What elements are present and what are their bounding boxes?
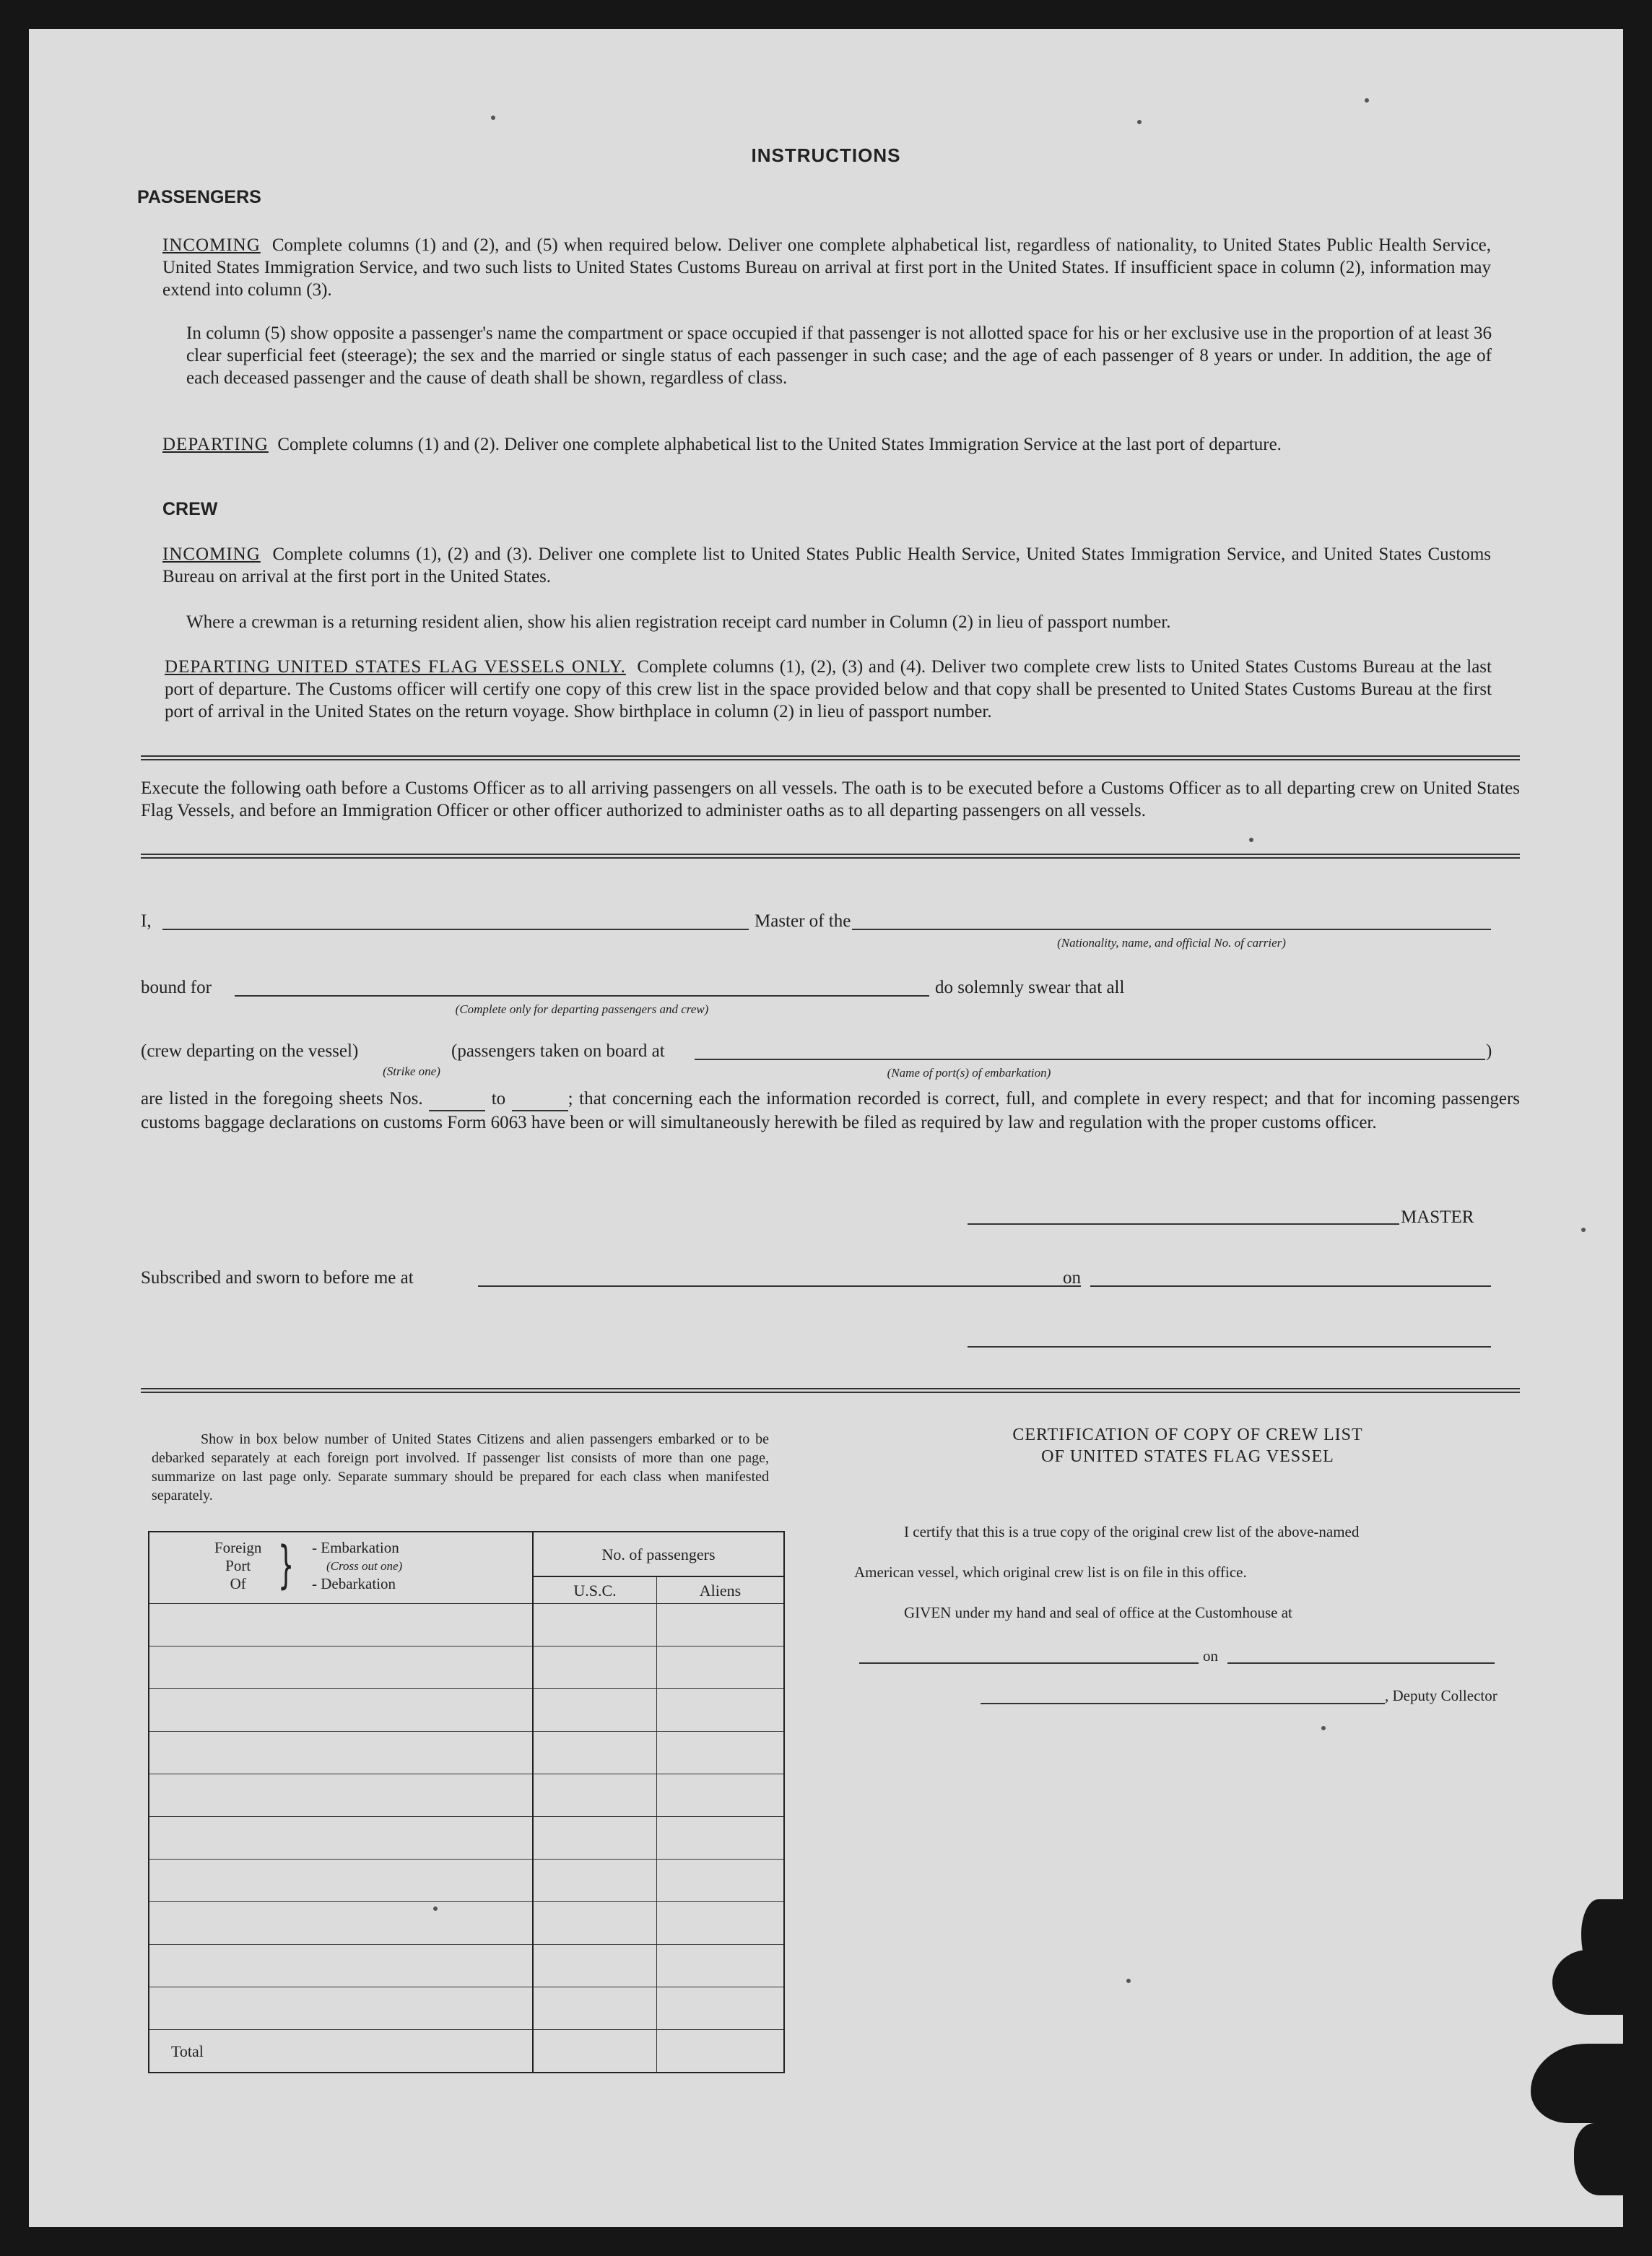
crew-incoming-lead: INCOMING	[162, 545, 261, 564]
oath-i-label: I,	[141, 911, 152, 931]
subscribed-label: Subscribed and sworn to before me at	[141, 1268, 414, 1288]
foreign-port-label	[214, 1539, 261, 1593]
given-text: GIVEN under my hand and seal of office at the Customhouse at	[904, 1604, 1292, 1621]
certification-heading	[874, 1424, 1502, 1467]
usc-cell[interactable]	[533, 1774, 657, 1817]
departing-lead: DEPARTING	[162, 435, 269, 454]
sheet-to-field[interactable]	[512, 1088, 568, 1111]
speck	[433, 1906, 438, 1911]
cert-on-label: on	[1203, 1647, 1218, 1665]
usc-cell[interactable]	[533, 1987, 657, 2030]
sworn-date-field[interactable]	[1090, 1285, 1491, 1287]
aliens-header: Aliens	[657, 1576, 785, 1604]
incoming-text: Complete columns (1) and (2), and (5) when required below. Deliver one complete alphabetical list, regardless of nationality, to United States Public Health Service, United States Immigration Service, and two such lists to United States Customs Bureau on arrival at first port in the United States. If insufficient space in column (2), information may extend into column (3).	[162, 235, 1492, 300]
section-divider	[141, 1388, 1520, 1393]
carrier-note: (Nationality, name, and official No. of carrier)	[1057, 936, 1286, 950]
total-usc-cell[interactable]	[533, 2030, 657, 2073]
port-header-cell	[149, 1532, 533, 1604]
speck	[1249, 838, 1253, 842]
swear-label: do solemnly swear that all	[935, 978, 1125, 997]
of-word: Of	[230, 1575, 246, 1592]
oath-statement	[141, 1088, 1520, 1134]
cross-out-note: (Cross out one)	[326, 1559, 403, 1573]
crew-departing-lead: DEPARTING UNITED STATES FLAG VESSELS ONLY.	[165, 657, 626, 677]
aliens-cell[interactable]	[657, 1647, 785, 1689]
to-label: to	[491, 1089, 506, 1109]
deputy-label: , Deputy Collector	[1385, 1687, 1497, 1704]
debarkation-option: - Debarkation	[312, 1575, 396, 1592]
table-row	[149, 1817, 784, 1860]
embark-options	[312, 1539, 402, 1593]
passengers-incoming-instructions	[162, 234, 1491, 301]
aliens-cell[interactable]	[657, 1902, 785, 1945]
usc-cell[interactable]	[533, 1604, 657, 1647]
usc-header: U.S.C.	[533, 1576, 657, 1604]
certification-heading-line2: OF UNITED STATES FLAG VESSEL	[1041, 1447, 1334, 1466]
american-text: American vessel, which original crew list is on file in this office.	[854, 1563, 1247, 1581]
aliens-cell[interactable]	[657, 1774, 785, 1817]
embarkation-option: - Embarkation	[312, 1539, 399, 1556]
speck	[1581, 1228, 1586, 1232]
brace-icon: }	[278, 1535, 295, 1595]
total-row	[149, 2030, 784, 2073]
oath-intro: Execute the following oath before a Customs Officer as to all arriving passengers on all vessels. The oath is to be executed before a Customs Officer as to all departing crew on United States Flag Vessels, and before an Immigration Officer or other officer authorized to administer oaths as to all departing passengers on all vessels.	[141, 778, 1520, 820]
port-cell[interactable]	[149, 1647, 533, 1689]
departing-text: Complete columns (1) and (2). Deliver one complete alphabetical list to the United States Immigration Service at the last port of departure.	[277, 435, 1282, 454]
bound-for-field[interactable]	[235, 995, 929, 997]
table-row	[149, 1647, 784, 1689]
sworn-place-field[interactable]	[478, 1285, 1081, 1287]
column5-instructions: In column (5) show opposite a passenger's name the compartment or space occupied if that passenger is not allotted space for his or her exclusive use in the proportion of at least 36 clear superficial feet (steerage); the sex and the married or single status of each passenger in such case; and the age of each passenger of 8 years or under. In addition, the age of each deceased passenger and the cause of death shall be shown, regardless of class.	[186, 324, 1492, 388]
port-cell[interactable]	[149, 1987, 533, 2030]
port-cell[interactable]	[149, 1860, 533, 1902]
carrier-field[interactable]	[852, 929, 1491, 930]
torn-edge	[1552, 1950, 1625, 2015]
crew-incoming-instructions	[162, 543, 1491, 588]
table-row	[149, 1860, 784, 1902]
sworn-on-label: on	[1063, 1268, 1081, 1288]
passengers-heading: PASSENGERS	[137, 187, 261, 207]
bound-for-label: bound for	[141, 978, 212, 997]
crew-departing-option: (crew departing on the vessel)	[141, 1041, 359, 1061]
speck	[1365, 98, 1369, 103]
port-word: Port	[225, 1557, 251, 1574]
master-name-field[interactable]	[162, 929, 749, 930]
crew-heading: CREW	[162, 499, 218, 519]
port-cell[interactable]	[149, 1945, 533, 1987]
table-row	[149, 1732, 784, 1774]
speck	[1321, 1726, 1326, 1730]
usc-cell[interactable]	[533, 1945, 657, 1987]
passenger-summary-table	[148, 1531, 785, 2073]
table-row	[149, 1604, 784, 1647]
master-of-label: Master of the	[755, 911, 851, 931]
officer-signature-field[interactable]	[968, 1346, 1491, 1348]
customhouse-field[interactable]	[859, 1662, 1199, 1664]
usc-cell[interactable]	[533, 1689, 657, 1732]
aliens-cell[interactable]	[657, 1987, 785, 2030]
port-cell[interactable]	[149, 1732, 533, 1774]
port-note: (Name of port(s) of embarkation)	[887, 1066, 1051, 1080]
master-signature-field[interactable]	[968, 1223, 1399, 1225]
table-row	[149, 1689, 784, 1732]
no-passengers-header: No. of passengers	[533, 1532, 784, 1576]
master-label: MASTER	[1401, 1207, 1474, 1227]
passengers-departing-instructions	[162, 433, 1491, 456]
summary-intro: Show in box below number of United States Citizens and alien passengers embarked or to be debarked separately at each foreign port involved. If passenger list consists of more than one page, summarize on last page only. Separate summary should be prepared for each class when manifested separately.	[152, 1431, 769, 1504]
total-aliens-cell[interactable]	[657, 2030, 785, 2073]
aliens-cell[interactable]	[657, 1860, 785, 1902]
table-row	[149, 1902, 784, 1945]
usc-cell[interactable]	[533, 1647, 657, 1689]
form-page	[29, 29, 1623, 2227]
total-label: Total	[149, 2030, 533, 2073]
departing-note: (Complete only for departing passengers and crew)	[455, 1002, 709, 1016]
crew-departing-instructions	[165, 656, 1492, 723]
torn-edge	[1574, 2123, 1625, 2195]
foreign-word: Foreign	[214, 1539, 262, 1556]
usc-cell[interactable]	[533, 1902, 657, 1945]
port-cell[interactable]	[149, 1902, 533, 1945]
aliens-cell[interactable]	[657, 1689, 785, 1732]
incoming-lead: INCOMING	[162, 235, 261, 255]
deputy-signature-field[interactable]	[981, 1703, 1385, 1704]
speck	[491, 116, 495, 120]
section-divider	[141, 755, 1520, 760]
listed-post: ; that concerning each the information recorded is correct, full, and complete in every respect; and that for incoming passengers customs baggage declarations on customs Form 6063 have been or will simultaneously herewith be filed as required by law and regulation with the proper customs officer.	[141, 1089, 1521, 1132]
embarkation-port-field[interactable]	[695, 1059, 1485, 1060]
aliens-cell[interactable]	[657, 1604, 785, 1647]
port-cell[interactable]	[149, 1689, 533, 1732]
port-cell[interactable]	[149, 1774, 533, 1817]
strike-note: (Strike one)	[383, 1064, 440, 1078]
cert-date-field[interactable]	[1227, 1662, 1495, 1664]
table-row	[149, 1987, 784, 2030]
table-row	[149, 1945, 784, 1987]
speck	[1126, 1979, 1131, 1983]
aliens-cell[interactable]	[657, 1945, 785, 1987]
crew-resident-note: Where a crewman is a returning resident alien, show his alien registration receipt card number in Column (2) in lieu of passport number.	[186, 612, 1171, 632]
crew-departing-text: Complete columns (1), (2), (3) and (4). Deliver two complete crew lists to United States Customs Bureau at the last port of departure. The Customs officer will certify one copy of this crew list in the space provided below and that copy shall be presented to United States Customs Bureau at the first port of arrival in the United States on the return voyage. Show birthplace in column (2) in lieu of passport number.	[165, 657, 1492, 721]
page-title: INSTRUCTIONS	[751, 144, 901, 166]
listed-pre: are listed in the foregoing sheets Nos.	[141, 1089, 423, 1109]
close-paren: )	[1486, 1041, 1492, 1061]
certification-heading-line1: CERTIFICATION OF COPY OF CREW LIST	[1012, 1426, 1363, 1444]
section-divider	[141, 854, 1520, 859]
port-cell[interactable]	[149, 1817, 533, 1860]
certify-text: I certify that this is a true copy of the original crew list of the above-named	[904, 1523, 1360, 1540]
aliens-cell[interactable]	[657, 1817, 785, 1860]
passengers-taken-option: (passengers taken on board at	[451, 1041, 665, 1061]
table-row	[149, 1774, 784, 1817]
crew-incoming-text: Complete columns (1), (2) and (3). Deliver one complete list to United States Public Health Service, United States Immigration Service, and United States Customs Bureau on arrival at the first port in the United States.	[162, 545, 1492, 586]
usc-cell[interactable]	[533, 1732, 657, 1774]
usc-cell[interactable]	[533, 1860, 657, 1902]
usc-cell[interactable]	[533, 1817, 657, 1860]
aliens-cell[interactable]	[657, 1732, 785, 1774]
sheet-from-field[interactable]	[429, 1088, 485, 1111]
port-cell[interactable]	[149, 1604, 533, 1647]
speck	[1137, 120, 1142, 124]
